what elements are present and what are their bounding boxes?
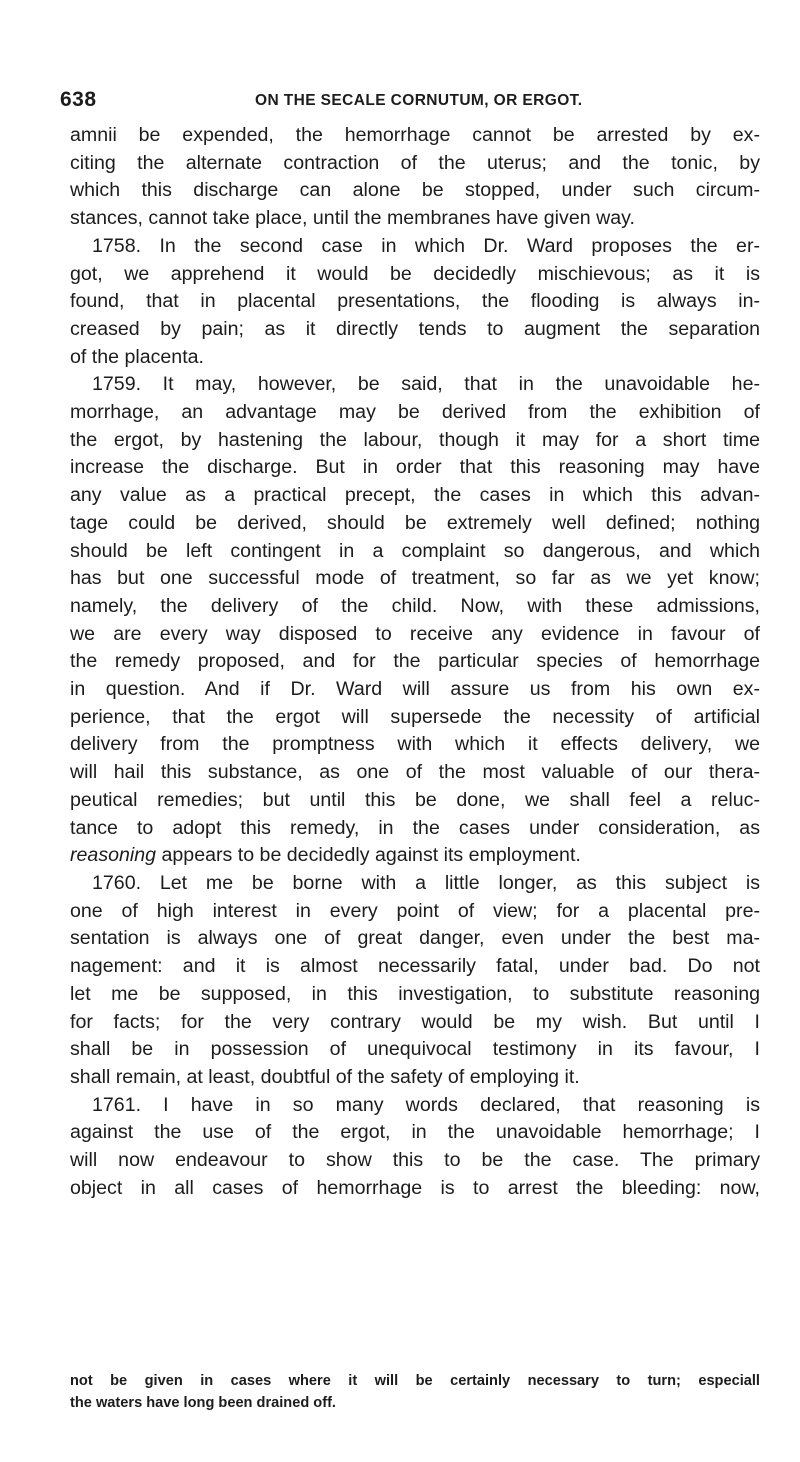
text-line: tance to adopt this remedy, in the cases under consideration, as: [70, 816, 760, 839]
text-line: citing the alternate contraction of the uterus; and the tonic, by: [70, 151, 760, 174]
text-line: found, that in placental presentations, the flooding is always in-: [70, 290, 760, 313]
text-line: stances, cannot take place, until the membranes have given way.: [70, 207, 635, 230]
paragraph-1759-start: 1759. It may, however, be said, that in the unavoidable he-: [92, 373, 760, 396]
text-line: tage could be derived, should be extremely well defined; nothing: [70, 511, 760, 534]
text-line: has but one successful mode of treatment, so far as we yet know;: [70, 567, 760, 590]
text-line: the ergot, by hastening the labour, though it may for a short time: [70, 428, 760, 451]
text-line: for facts; for the very contrary would be my wish. But until I: [70, 1010, 760, 1033]
italic-word: reasoning: [70, 844, 157, 867]
text-line: [70, 842, 760, 870]
text-line: the remedy proposed, and for the particular species of hemorrhage: [70, 650, 760, 673]
text-line: in question. And if Dr. Ward will assure us from his own ex-: [70, 678, 760, 701]
text-line: increase the discharge. But in order that this reasoning may have: [70, 456, 760, 479]
paragraph-1758-start: 1758. In the second case in which Dr. Ward proposes the er-: [92, 234, 760, 257]
text-line: peutical remedies; but until this be done, we shall feel a reluc-: [70, 788, 760, 811]
text-line: object in all cases of hemorrhage is to arrest the bleeding: now,: [70, 1176, 760, 1199]
text-line: we are every way disposed to receive any evidence in favour of: [70, 622, 760, 645]
text-line: morrhage, an advantage may be derived from the exhibition of: [70, 401, 760, 424]
running-title: ON THE SECALE CORNUTUM, OR ERGOT.: [255, 92, 583, 109]
footnote-line: not be given in cases where it will be certainly necessary to turn; especiall: [70, 1373, 760, 1389]
text-line: got, we apprehend it would be decidedly mischievous; as it is: [70, 262, 760, 285]
text-line-rest: appears to be decidedly against its employment.: [156, 844, 581, 867]
page-number: 638: [60, 88, 97, 111]
footnote-line: the waters have long been drained off.: [70, 1395, 336, 1411]
text-line: let me be supposed, in this investigation, to substitute reasoning: [70, 982, 760, 1005]
text-line: shall be in possession of unequivocal testimony in its favour, I: [70, 1038, 760, 1061]
text-line: of the placenta.: [70, 345, 204, 368]
text-line: any value as a practical precept, the cases in which this advan-: [70, 484, 760, 507]
paragraph-1761-start: 1761. I have in so many words declared, that reasoning is: [92, 1093, 760, 1116]
text-line: delivery from the promptness with which it effects delivery, we: [70, 733, 760, 756]
page-header: [60, 88, 760, 112]
text-line: will hail this substance, as one of the most valuable of our thera-: [70, 761, 760, 784]
text-line: should be left contingent in a complaint so dangerous, and which: [70, 539, 760, 562]
text-line: will now endeavour to show this to be the case. The primary: [70, 1149, 760, 1172]
text-line: nagement: and it is almost necessarily fatal, under bad. Do not: [70, 955, 760, 978]
text-line: amnii be expended, the hemorrhage cannot be arrested by ex-: [70, 124, 760, 146]
text-line: perience, that the ergot will supersede the necessity of artificial: [70, 705, 760, 728]
body-text: [70, 122, 760, 1202]
footnote: [70, 1370, 760, 1414]
text-line: creased by pain; as it directly tends to augment the separation: [70, 317, 760, 340]
text-line: one of high interest in every point of view; for a placental pre-: [70, 899, 760, 922]
text-line: shall remain, at least, doubtful of the safety of employing it.: [70, 1065, 580, 1088]
text-line: against the use of the ergot, in the unavoidable hemorrhage; I: [70, 1121, 760, 1144]
text-line: which this discharge can alone be stopped, under such circum-: [70, 179, 760, 202]
text-line: namely, the delivery of the child. Now, with these admissions,: [70, 594, 760, 617]
text-line: sentation is always one of great danger, even under the best ma-: [70, 927, 760, 950]
paragraph-1760-start: 1760. Let me be borne with a little longer, as this subject is: [92, 871, 760, 894]
